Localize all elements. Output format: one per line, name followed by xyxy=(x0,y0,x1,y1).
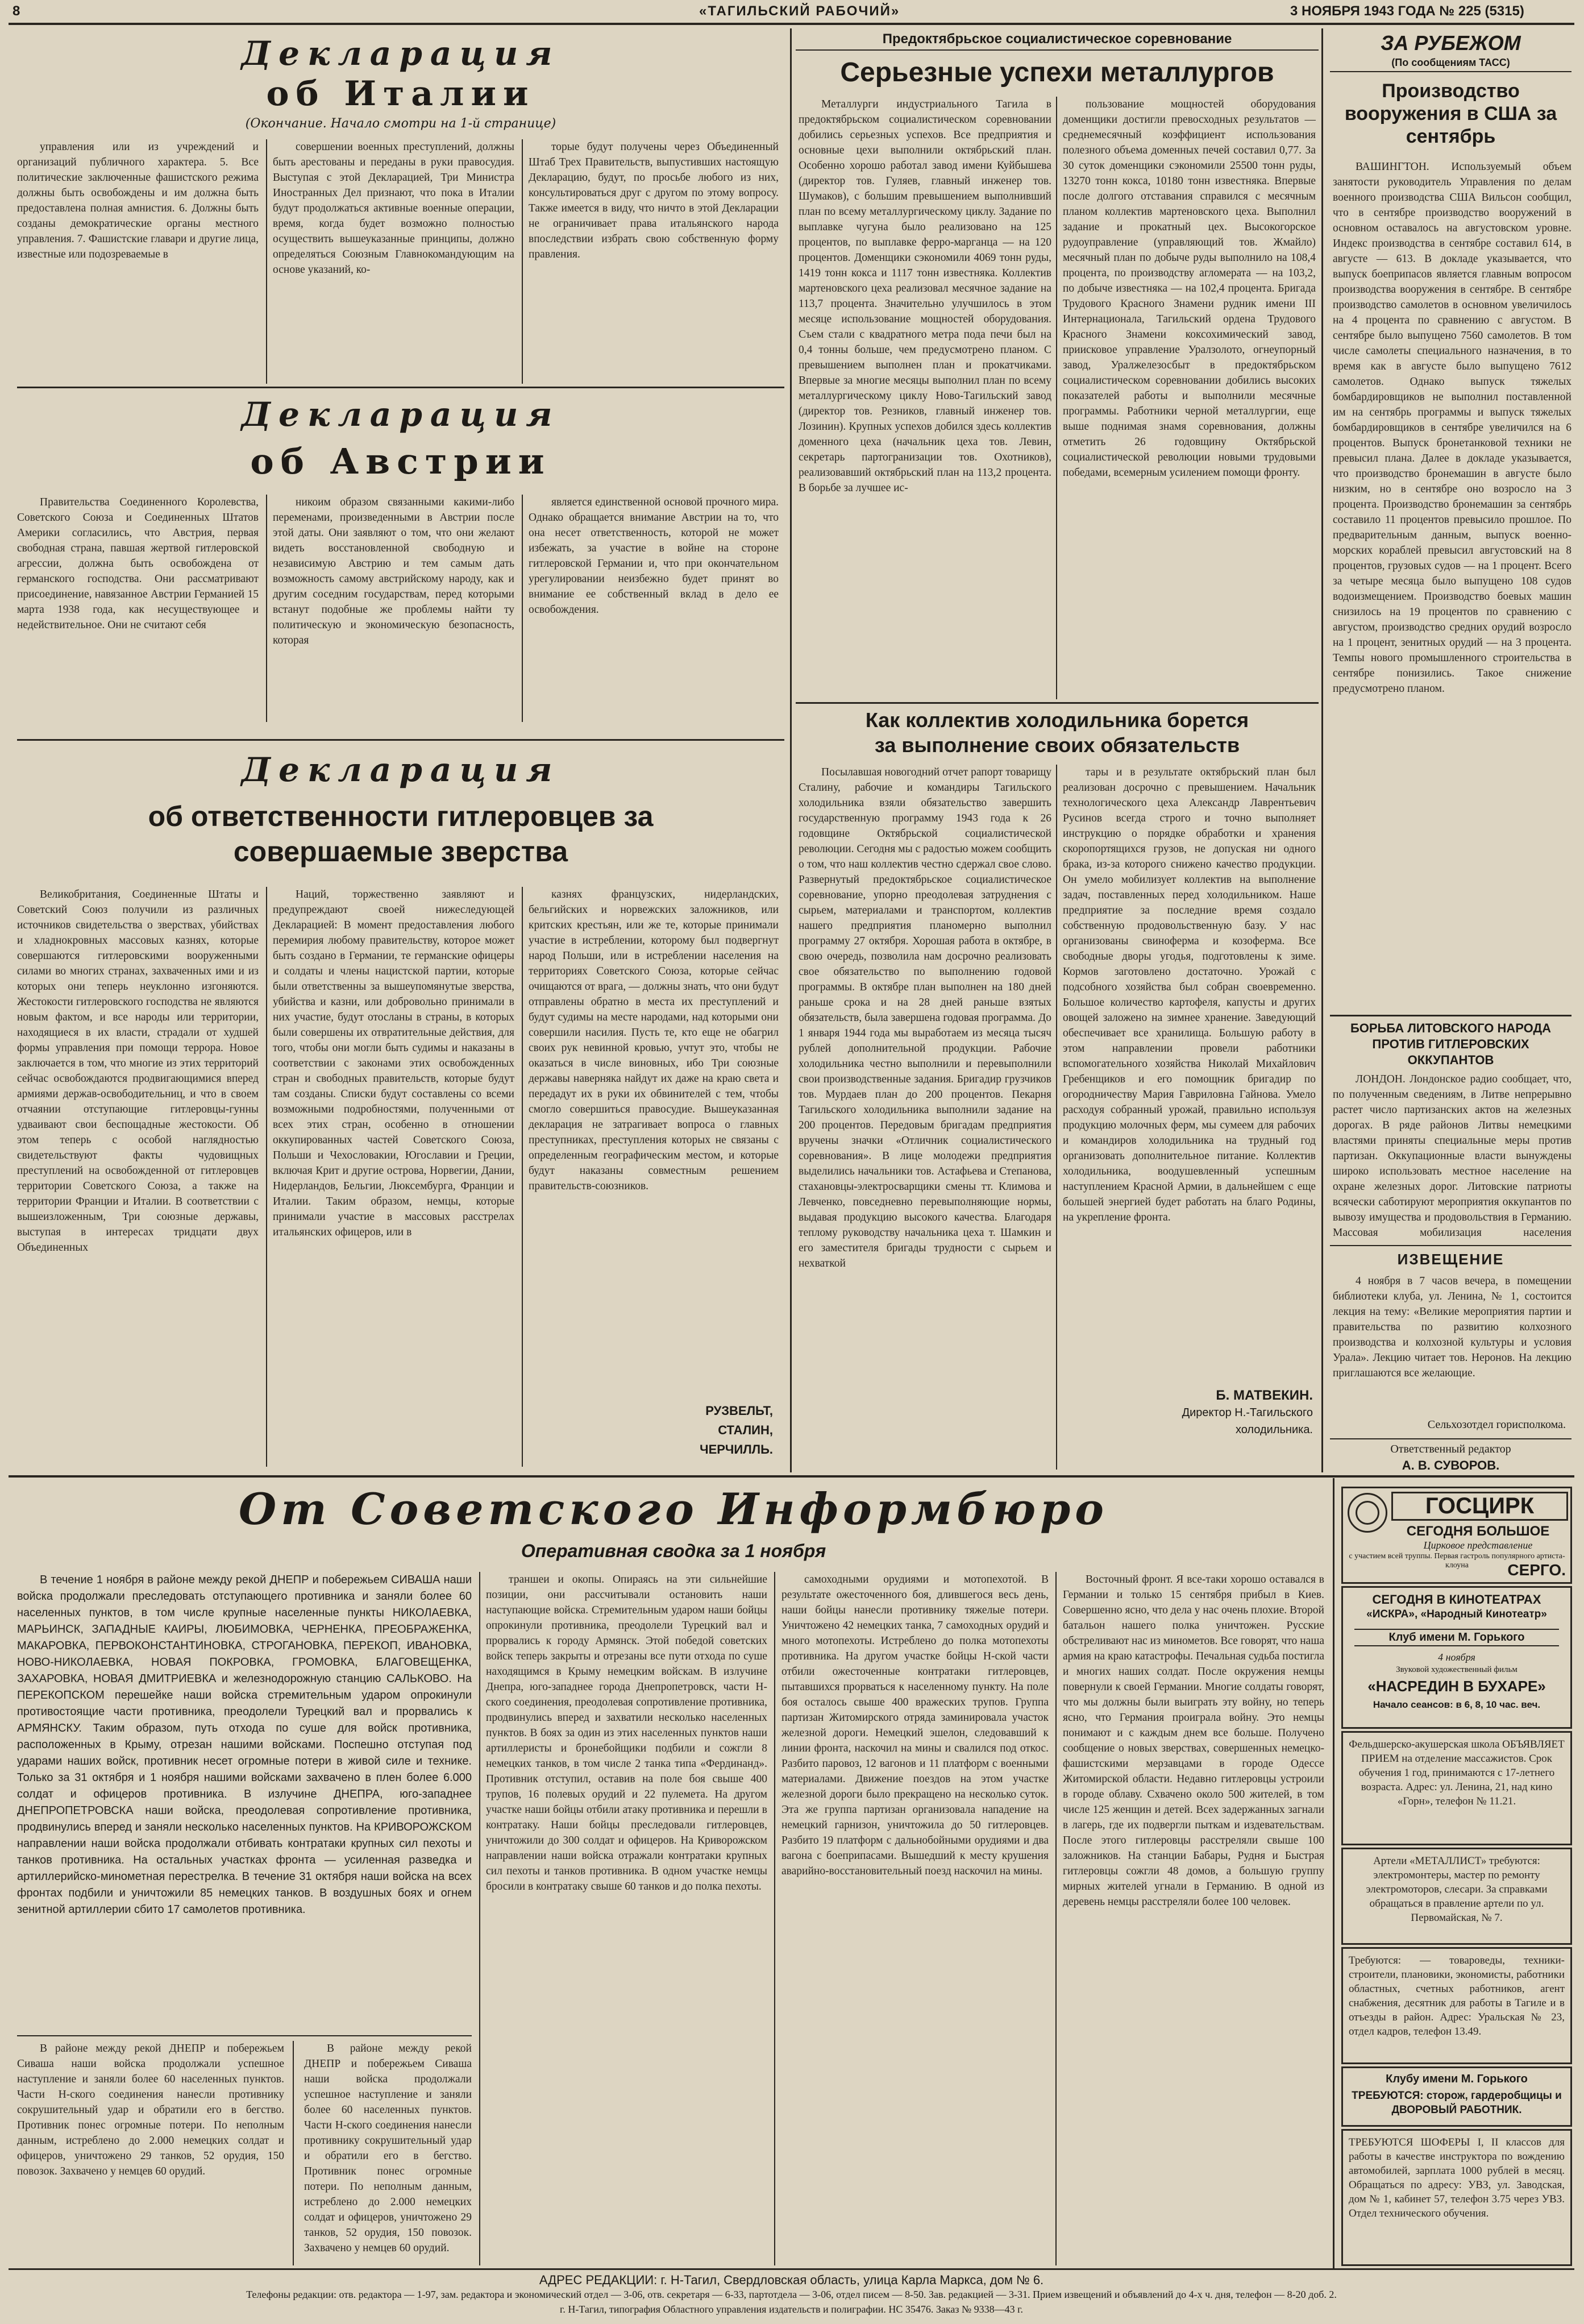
circus-desc: с участием всей труппы. Первая гастроль популярного артиста-клоуна xyxy=(1349,1552,1565,1570)
bottom-section-rule xyxy=(9,1475,1574,1478)
gorky-film-note: Звуковой художественный фильм xyxy=(1396,1665,1518,1674)
masthead-rule xyxy=(9,23,1574,25)
fridge-signature xyxy=(1069,1387,1313,1438)
italy-col-2: совершении военных преступлений, должны быть арестованы и переданы в руки правосудия. Выступая с этой Декларацией, Три Министра Иностранных Дел признают, что пока в Италии будут продолжаться активные военные операции, время, когда будет возможно полностью осуществить вышеуказанные принципы, должно определяться Союзным Главнокомандующим на основе указаний, ко- xyxy=(273,141,514,276)
austria-col-1: Правительства Соединенного Королевства, Советского Союза и Соединенных Штатов Америки согласились, что Австрия, первая свободная страна, павшая жертвой гитлеровской агрессии, должна быть освобождена от германского господства. Они рассматривают присоединение, навязанное Австрии Германией 15 марта 1938 года, как несуществующее и недействительное. Они не считают себя xyxy=(17,496,259,631)
notice-title: ИЗВЕЩЕНИЕ xyxy=(1397,1251,1504,1268)
col-divider xyxy=(1056,765,1057,1470)
austria-title: об Австрии xyxy=(250,441,551,482)
atrocities-col-3: казнях французских, нидерландских, бельгийских и норвежских заложников, или критских крестьян, или же те, которые принимали участие в истреблении, которому был подвергнут народ Польши, или в истреблении населения на территориях Советского Союза, которые сейчас очищаются от врага, — должны знать, что они будут отправлены обратно в места их преступлений и будут судимы на месте народами, над которыми они совершили насилия. Пусть те, кто еще не обагрил своих рук невинной кровью, учтут это, чтобы не оказаться в числе виновных, ибо Три союзные державы наверняка найдут их даже на краю света и передадут их в руки их обвинителей с тем, чтобы смогло совершиться правосудие. Вышеуказанная декларация не затрагивает вопроса о главных преступниках, преступления которых не связаны с определенным географическим местом, и которые будут наказаны совместным решением правительств-союзников. xyxy=(529,889,779,1192)
artel-ad xyxy=(1341,1848,1572,1945)
notice-text: 4 ноября в 7 часов вечера, в помещении библиотеки клуба, ул. Ленина, № 1, состоится лекция на тему: «Великие мероприятия партии и правительства по развитию колхозного производства и колхозной культуры и условия Урала». Лекцию читает тов. Неронов. На лекцию приглашаются все желающие. xyxy=(1333,1275,1571,1379)
circus-name: ГОСЦИРК xyxy=(1391,1492,1568,1521)
italy-note: (Окончание. Начало смотри на 1-й странице) xyxy=(245,117,556,131)
cinema-ad xyxy=(1341,1586,1572,1729)
austria-kicker: Декларация xyxy=(241,395,560,434)
gorky-club2-text: ТРЕБУЮТСЯ: сторож, гардеробщицы и ДВОРОВЫЙ РАБОТНИК. xyxy=(1352,2090,1562,2116)
sovinform-col-3: самоходными орудиями и мотопехотой. В результате ожесточенного боя, длившегося весь день, наши бойцы нанесли противнику тяжелые потери. Уничтожено 42 немецких танка, 7 самоходных орудий и много мотопехоты. Истреблено до полка мотопехоты противника. На другом участке бойцы Н-ской части отбили ожесточенные контратаки гитлеровцев, пытавшихся прорваться к населенному пункту. На поле боя осталось свыше 400 вражеских трупов. Группа партизан Житомирского отряда заминировала участок железной дороги. Немецкий эшелон, следовавший к линии фронта, наскочил на мины и свалился под откос. Разбито паровоз, 12 вагонов и 11 платформ с военными материалами. Движение поездов на этом участке железной дороги было прекращено на несколько суток. Эта же группа партизан организовала нападение на немецкий гарнизон, уничтожила до 50 гитлеровцев. Разбито 19 платформ с дальнобойными орудиями и два вагона с боеприпасами. Вышедший к месту крушения аварийно-восстановительный поезд наскочил на мины. xyxy=(781,1574,1049,1877)
circus-today: СЕГОДНЯ БОЛЬШОЕ xyxy=(1406,1524,1550,1539)
italy-col-3: торые будут получены через Объединенный Штаб Трех Правительств, выпустивших настоящую Декларацию, будут, по просьбе любого из них, консультироваться друг с другом по этому вопросу. Также имеется в виду, что ничто в этой Декларации не ограничивает права итальянского народа впоследствии избрать свою собственную форму правления. xyxy=(529,141,779,260)
signature-stalin: СТАЛИН, xyxy=(718,1423,773,1437)
col-divider xyxy=(266,139,267,384)
fridge-col-2: тары и в результате октябрьский план был реализован досрочно с превышением. Начальник технологического цеха Александр Лаврентьевич Русинов всегда строго и точно выполняет инструкцию о порядке обработки и хранения скоропортящихся грузов, не допуская ни одного брака, из-за которого снижено качество продукции. Он умело мобилизует коллектив на выполнение задач, поставленных перед холодильником. Наше предприятие за последние время создало собственную продовольственную базу. У нас организованы свиноферма и козоферма. Все свободные дворы угодья, подготовлены к зиме. Кормов заготовлено достаточно. Урожай с подсобного хозяйства был собран своевременно. Большое количество картофеля, капусты и других овощей заложено на зимнее хранение. Заведующий обеспечивает все хранилища. Большую работу в этом направлении провели работники вспомогательного хозяйства Николай Михайлович Гребенщиков и его помощник бригадир по огородничеству Мария Гавриловна Гайнова. Умело расходуя собранный урожай, правильно используя продукцию молочных ферм, мы сумеем для рабочих и командиров холодильника на трудный год организовать дополнительное питание. Коллектив холодильника, воодушевленный успешным наступлением Красной Армии, в дальнейшем с еще большей энергией будет работать на благо Родины, на укрепление фронта. xyxy=(1063,766,1316,1223)
gorky-film: «НАСРЕДИН В БУХАРЕ» xyxy=(1367,1678,1546,1695)
fridge-title-line-2: за выполнение своих обязательств xyxy=(874,733,1240,757)
col-divider xyxy=(774,1572,775,2265)
artel-text: Артели «МЕТАЛЛИСТ» требуются: электромонтеры, мастер по ремонту электромоторов, слесари. За справками обращаться в правление артели по ул. Первомайская, № 7. xyxy=(1366,1855,1548,1924)
school-ad xyxy=(1341,1731,1572,1845)
fridge-sig-name: Б. МАТВЕКИН. xyxy=(1216,1388,1313,1403)
issue-date: 3 НОЯБРЯ 1943 ГОДА № 225 (5315) xyxy=(1290,3,1524,19)
col-divider xyxy=(479,1572,480,2265)
circus-ad xyxy=(1341,1487,1572,1584)
abroad-title: Производство вооружения в США за сентябрь xyxy=(1344,80,1557,147)
atrocities-col-2: Наций, торжественно заявляют и предупреждают своей нижеследующей Декларацией: В момент предоставления любого перемирия любому правительству, которое может быть создано в Германии, те германские офицеры и солдаты и члены нацистской партии, которые были ответственны за вышеупомянутые зверства, убийства и казни, или добровольно принимали в них участие, будут отосланы в страны, в которых были совершены их отвратительные действия, для того, чтобы они могли быть судимы и наказаны в соответствии с законами этих освобожденных стран и свободных правительств, которые будут там созданы. Списки будут составлены со всеми возможными подробностями, полученными от всех этих стран, особенно в отношении оккупированных частей Советского Союза, Польши и Чехословакии, Югославии и Греции, включая Крит и другие острова, Норвегии, Дании, Нидерландов, Бельгии, Люксембурга, Франции и Италии. Таким образом, немцы, которые принимали участие в массовых расстрелах итальянских офицеров, или в xyxy=(273,889,514,1238)
metallurgists-col-1: Металлурги индустриального Тагила в предоктябрьском социалистическом соревновании добились серьезных успехов. Все предприятия и основные цехи выполнили октябрьский план. Особенно хорошо работал завод имени Куйбышева (директор тов. Гуляев, главный инженер тов. Шумаков), с большим превышением выполнивший план по всему металлургическому циклу. Задание по выплавке чугуна было реализовано на 125 процентов, по выплавке ферро-марганца — на 120 процентов. Доменщики сэкономили 4069 тонн руды, 1419 тонн кокса и 1117 тонн известняка. Коллектив мартеновского цеха реализовал месячное задание на 113,7 процента. Значительно улучшилось в этом месяце использование мощностей оборудования. Съем стали с квадратного метра пода печи был на 0,4 тонны больше, чем предусмотрено планом. С превышением выполнен план и прокатчиками. Впервые за многие месяцы выполнил план по всему металлургическому циклу Ново-Тагильский завод (директор тов. Резников, главный инженер тов. Лозинин). Крупных успехов добился здесь коллектив доменного цеха (начальник цеха тов. Левин, секретарь партогранизации тов. Охотников), реализовавший октябрьский план на 113,2 процента. В борьбе за лучшее ис- xyxy=(799,98,1051,494)
signature-roosevelt: РУЗВЕЛЬТ, xyxy=(705,1404,773,1418)
cinema-names: «ИСКРА», «Народный Кинотеатр» xyxy=(1366,1608,1547,1620)
section-rule xyxy=(1330,1015,1571,1016)
fridge-title xyxy=(796,708,1319,758)
gorky-club: Клуб имени М. Горького xyxy=(1354,1629,1559,1646)
signatures xyxy=(625,1401,773,1459)
footer-address: АДРЕС РЕДАКЦИИ: г. Н-Тагил, Свердловская область, улица Карла Маркса, дом № 6. xyxy=(539,2273,1044,2287)
page-number: 8 xyxy=(13,3,20,19)
sovinform-col-2: траншеи и окопы. Опираясь на эти сильнейшие позиции, они рассчитывали остановить наши наступающие войска. Стремительным ударом наши бойцы опрокинули противника, преодолели Турецкий вал и прорвались к городу Армянск. Этой победой советских войск теперь закрыты и отрезаны все пути отхода по суше находящимся в Крыму немецким войскам. В излучине Днепра, юго-западнее города Днепропетровск, части Н-ского соединения, преодолевая сопротивление противника, продвинулись вперед и захватили несколько населенных пунктов. В боях за один из этих населенных пунктов наши артиллеристы и бронебойщики подбили и сожгли 8 немецких танков, в том числе 2 танка типа «Фердинанд». Противник отступил, оставив на поле боя свыше 400 трупов, 16 полевых орудий и 22 пулемета. На другом участке наши бойцы отбили атаку противника и перешли в контратаку. Наши бойцы преследовали гитлеровцев, уничтожили до 300 солдат и офицеров. На Криворожском направлении наши войска отражали контратаки крупных сил пехоты и танков противника. В одном участке немцы бросили в контратаку свыше 60 танков и до полка пехоты. xyxy=(486,1574,767,1893)
fridge-col-1: Посылавшая новогодний отчет рапорт товарищу Сталину, рабочие и командиры Тагильского холодильника взяли обязательство завершить государственную программу 1943 года к 26 годовщине Октябрьской социалистической революции. Сегодня мы с радостью можем сообщить о том, что наш коллектив честно сдержал свое слово. Развернутый предоктябрьское социалистическое соревнование, упорно преодолевая затруднения с сырьем, материалами и транспортом, коллектив нашего предприятия планомерно выполнил программу 27 октября. Хорошая работа в октябре, в свою очередь, позволила нам досрочно реализовать свое обязательство по выполнению годовой программы. В октябре план выполнен на 180 дней раньше срока и на 28 дней раньше взятых обязательств, была завершена годовая программа. До 1 января 1944 года мы выработаем из месяца тысяч рублей дополнительной продукции. Рабочие холодильника честно выполнили и перевыполнили свои производственные задания. Бригадир грузчиков тов. Мурдаев план до 200 процентов. Пекарня Тагильского холодильника выполнили задание на 200 процентов. Передовым бригадам предприятия вручены значки «Отличник социалистического соревнования». В лице молодежи предприятия выделились начальники тов. Астафьева и Степанова, стахановцы-электросварщики смены тт. Климова и Левченко, повседневно перевыполняющие нормы, выдавая продукцию высокого качества. Благодаря теплому руководству начальника цеха т. Шамкин и его заместителя бригады трудности с сырьем и нехваткой xyxy=(799,766,1051,1269)
circus-artist: СЕРГО. xyxy=(1507,1561,1566,1579)
italy-title: об Италии xyxy=(266,74,535,114)
footer-rule xyxy=(9,2268,1574,2270)
sovinform-col-4: Восточный фронт. Я все-таки хорошо оставался в Германии и только 15 сентября прибыл в Киев. Совершенно ясно, что дела у нас очень плохие. Второй батальон нашего полка уничтожен. Русские обстреливают нас из минометов. Все говорят, что наша армия на краю катастрофы. Печальная судьба постигла и многих наших солдат. После окружения немцы повернули к своей Германии. Многие солдаты говорят, что мы должны были выиграть эту войну, но теперь ясно, что Германия проиграла войну. Это немцы понимают и с каждым днем все больше. Получено сообщение о новых зверствах, совершенных немецко-фашистскими мерзавцами в городе Одессе Житомирской области. Недавно гитлеровцы устроили в городе облаву. Схвачено около 500 жителей, в том числе 125 женщин и детей. Всех задержанных загнали в лагерь, где их подвергли пыткам и издевательствам. После этого гитлеровцы расстреляли свыше 100 заложников. На станции Бабары, Рудня и Быстрая гитлеровцы сожгли 48 домов, а большую группу мирных жителей угнали в Германию. В одной из деревень немцы расстреляли более 100 человек. xyxy=(1063,1574,1324,1908)
sovinform-title: От Советского Информбюро xyxy=(239,1484,1108,1534)
sovinform-rule xyxy=(17,2035,472,2036)
footer-phones: Телефоны редакции: отв. редактора — 1-97, зам. редактора и экономический отдел — 3-06, отв. секретаря — 6-33, партотдела — 3-06, отдел писем — 8-50. Зав. редакцией — 3-31. Прием извещений и объявлений до 4-х ч. дня, телефон — 8-20 доб. 2. xyxy=(246,2289,1337,2300)
gorky-times: Начало сеансов: в 6, 8, 10 час. веч. xyxy=(1373,1699,1541,1710)
sovinform-col-1: В течение 1 ноября в районе между рекой ДНЕПР и побережьем СИВАША наши войска продолжали преследовать отступающего противника и заняли более 60 населенных пунктов, в том числе крупные населенные пункты НИКОЛАЕВКА, МАРЬИНСК, ЗАПАДНЫЕ КАИРЫ, ЛЮБИМОВКА, ЧЕРНЕНКА, ПРЕОБРАЖЕНКА, МАКАРОВКА, ПЕРВОКОНСТАНТИНОВКА, СТРОГАНОВКА, ПЕРЕКОП, ИВАНОВКА, НОВО-НИКОЛАЕВКА, НОВАЯ ПОКРОВКА, ГРОМОВКА, БЛАГОВЕЩЕНКА, ЗАХАРОВКА, НОВАЯ ДМИТРИЕВКА и железнодорожную станцию САЛЬКОВО. На ПЕРЕКОПСКОМ перешейке наши войска стремительным ударом опрокинули противостоящие части противника, преодолели Турецкий вал и прорвались к АРМЯНСКУ. Таким образом, путь отхода по суше для войск противника, расположенных в Крыму, отрезан нашими войсками. Поспешно отступая под ударами наших войск, противник несет огромные потери в живой силе и технике. Только за 31 октября и 1 ноября нашими войсками захвачено в плен более 6.000 солдат и офицеров противника. В излучине ДНЕПРА, юго-западнее ДНЕПРОПЕТРОВСКА наши войска, преодолевая сопротивление противника, продвинулись вперед и заняли несколько населенных пунктов. На КРИВОРОЖСКОМ направлении наши войска продолжали отбивать контратаки крупных сил пехоты и танков противника. На остальных участках фронта — усиленная разведка и артиллерийско-минометная перестрелка. В течение 31 октября наши войска на всех фронтах подбили и уничтожили 85 немецких танков. В воздушных боях и огнем зенитной артиллерии сбито 17 самолетов противника. xyxy=(17,1574,472,1916)
lithuania-title: БОРЬБА ЛИТОВСКОГО НАРОДА ПРОТИВ ГИТЛЕРОВСКИХ ОККУПАНТОВ xyxy=(1350,1021,1552,1067)
col-divider xyxy=(1055,1572,1057,2265)
wanted-ad xyxy=(1341,1947,1572,2064)
atrocities-kicker: Декларация xyxy=(241,750,560,789)
italy-col-1: управления или из учреждений и организаций публичного характера. 5. Все политические заключенные фашистского режима должны быть освобождены и им должна быть предоставлена полная амнистия. 6. Должны быть созданы демократические органы местного управления. 7. Фашистские главари и другие лица, известные или подозреваемые в xyxy=(17,141,259,260)
col-divider xyxy=(522,887,523,1467)
school-text: Фельдшерско-акушерская школа ОБЪЯВЛЯЕТ ПРИЕМ на отделение массажистов. Срок обучения 1 год, принимаются с 17-летнего возраста. Адрес: ул. Ленина, 21, над кино «Горн», телефон № 11.21. xyxy=(1349,1738,1565,1807)
fridge-sig-title-1: Директор Н.-Тагильского xyxy=(1182,1406,1313,1419)
cinema-title: СЕГОДНЯ В КИНОТЕАТРАХ xyxy=(1372,1592,1541,1607)
signature-churchill: ЧЕРЧИЛЛЬ. xyxy=(700,1442,773,1456)
italy-kicker: Декларация xyxy=(241,34,560,73)
lithuania-text: ЛОНДОН. Лондонское радио сообщает, что, по полученным сведениям, в Литве непрерывно растет число партизанских актов на железных дорогах. В ряде районов Литвы немецкими властями приняты специальные меры против партизан. Оккупационные власти вынуждены широко использовать местное население на охране железных дорог. Литовские патриоты всячески саботируют мероприятия оккупантов по вывозу имущества и продовольствия в Германию. Массовая мобилизация населения xyxy=(1333,1073,1571,1239)
col-divider xyxy=(522,139,523,384)
sovinform-col-1c: В районе между рекой ДНЕПР и побережьем Сиваша наши войска продолжали успешное наступление и заняли более 60 населенных пунктов. Части Н-ского соединения нанесли противнику сокрушительный удар и обратили его в бегство. Противник понес огромные потери. По неполным данным, истреблено до 2.000 немецких солдат и офицеров, уничтожено 29 танков, 52 орудия, 150 повозок. Захвачено у немцев 60 орудий. xyxy=(304,2043,472,2254)
column-divider-ads xyxy=(1333,1478,1334,2268)
section-rule xyxy=(17,739,784,741)
newspaper-name: «ТАГИЛЬСКИЙ РАБОЧИЙ» xyxy=(699,3,900,19)
fridge-title-line-1: Как коллектив холодильника борется xyxy=(865,708,1249,732)
col-divider xyxy=(266,887,267,1467)
section-rule xyxy=(1330,1245,1571,1246)
column-divider-right xyxy=(1321,28,1323,1472)
drivers-text: ТРЕБУЮТСЯ ШОФЕРЫ I, II классов для работы в качестве инструктора по вождению автомобилей, зарплата 1000 рублей в месяц. Обращаться по адресу: УВЗ, ул. Заводская, дом № 1, кабинет 57, телефон 3.75 через УВЗ. Отдел технического обучения. xyxy=(1349,2136,1565,2219)
editor-label: Ответственный редактор xyxy=(1390,1443,1511,1455)
metallurgists-kicker: Предоктябрьское социалистическое соревнование xyxy=(796,31,1319,51)
column-divider-main xyxy=(790,28,792,1472)
abroad-header: ЗА РУБЕЖОМ xyxy=(1381,31,1521,55)
circus-show: Цирковое представление xyxy=(1423,1539,1533,1551)
austria-col-3: является единственной основой прочного мира. Однако обращается внимание Австрии на то, что она несет ответственность, которой не может избежать, за участие в войне на стороне гитлеровской Германии и, что при окончательном урегулировании неизбежно будет принят во внимание ее собственный вклад в дело ее освобождения. xyxy=(529,496,779,616)
section-rule xyxy=(17,387,784,388)
metallurgists-title: Серьезные успехи металлургов xyxy=(840,57,1274,88)
wanted-text: Требуются: — товароведы, техники-строители, плановики, экономисты, работники областных, счетных работников, агент снабжения, десятник для работы в Тагиле и в отъезды в район. Адрес: Уральская № 23, отдел кадров, телефон 13.49. xyxy=(1349,1954,1565,2037)
drivers-ad xyxy=(1341,2129,1572,2266)
circus-logo-ring-icon xyxy=(1356,1501,1379,1525)
metallurgists-col-2: пользование мощностей оборудования доменщики достигли превосходных результатов — среднемесячный коэффициент использования полезного объема доменных печей составил 0,77. За 30 суток доменщики сэкономили 25500 тонн руды, 13270 тонн кокса, 10180 тонн известняка. Впервые после долгого отставания справился с месячным планом коллектив мартеновского цеха. Выполнил задание и прокатный цех. Высокогорское рудоуправление (управляющий тов. Жмайло) месячный план по добыче руды выполнило на 108,4 процента, по производству агломерата — на 103,2, по добыче известняка — на 102,4 процента. Бригада Трудового Красного Знамени рудник имени III Интернационала, Тагильский ордена Трудового Красного Знамени коксохимический завод, приисковое управление Уралзолото, огнеупорный завод, Уралжелезосбыт в предоктябрьском социалистическом соревновании добились высоких показателей работы и выполнили месячные программы. Работники черной металлургии, еще выше поднимая знамя соревнования, должны отметить 26 годовщину Октябрьской социалистической революции новыми трудовыми победами, всемерным усилением помощи фронту. xyxy=(1063,98,1316,479)
sovinform-subtitle: Оперативная сводка за 1 ноября xyxy=(521,1541,826,1561)
austria-col-2: никоим образом связанными какими-либо переменами, произведенными в Австрии после этой даты. Они заявляют о том, что они желают видеть восстановленной свободную и независимую Австрию и тем самым дать возможность самому австрийскому народу, как и другим соседним государствам, перед которыми встанут подобные же проблемы найти ту политическую и экономическую безопасность, которая xyxy=(273,496,514,646)
col-divider xyxy=(266,495,267,722)
gorky-club2-ad xyxy=(1341,2066,1572,2127)
col-divider xyxy=(1056,97,1057,699)
col-divider xyxy=(522,495,523,722)
gorky-club2-title: Клубу имени М. Горького xyxy=(1386,2073,1528,2085)
atrocities-col-1: Великобритания, Соединенные Штаты и Советский Союз получили из различных источников свидетельства о зверствах, убийствах и хладнокровных массовых казнях, которые совершаются гитлеровскими вооруженными силами во многих странах, захваченных ими и из которых они теперь неуклонно изгоняются. Жестокости гитлеровского господства не являются новым фактом, и все народы или территории, находящиеся в их власти, страдали от худшей формы управления при помощи террора. Новое заключается в том, что многие из этих территорий сейчас освобождаются продвигающимися вперед армиями держав-освободительниц, и что в своем отчаянии отступающие гитлеровцы-гунны удваивают свои беспощадные жестокости. Об этом теперь с особой наглядностью свидетельствуют факты чудовищных преступлений на освобожденной от гитлеровцев территории Советского Союза, а также на территории Франции и Италии. В соответствии с вышеизложенным, Три союзные державы, выступая в интересах тридцати двух Объединенных xyxy=(17,889,259,1254)
notice-signed: Сельхозотдел горисполкома. xyxy=(1427,1418,1566,1431)
editor-name: А. В. СУВОРОВ. xyxy=(1402,1458,1500,1472)
section-rule xyxy=(796,702,1319,704)
gorky-date: 4 ноября xyxy=(1438,1651,1475,1663)
section-rule xyxy=(1330,1438,1571,1439)
atrocities-title: об ответственности гитлеровцев за совершаемые зверства xyxy=(148,800,654,868)
sovinform-col-1b: В районе между рекой ДНЕПР и побережьем Сиваша наши войска продолжали успешное наступление и заняли более 60 населенных пунктов. Части Н-ского соединения нанесли противнику сокрушительный удар и обратили его в бегство. Противник понес огромные потери. По неполным данным, истреблено до 2.000 немецких солдат и офицеров, уничтожено 29 танков, 52 орудия, 150 повозок. Захвачено у немцев 60 орудий. xyxy=(17,2043,284,2177)
col-divider xyxy=(293,2041,294,2265)
footer-printing: г. Н-Тагил, типография Областного управления издательств и полиграфии. НС 35476. Заказ № 9338—43 г. xyxy=(559,2304,1024,2315)
abroad-source: (По сообщениям ТАСС) xyxy=(1330,57,1571,72)
fridge-sig-title-2: холодильника. xyxy=(1235,1424,1313,1436)
abroad-text: ВАШИНГТОН. Используемый объем занятости руководитель Управления по делам военного производства США Вильсон сообщил, что в сентябре производство вооружений в основном оставалось на августовском уровне. Индекс производства в сентябре составил 614, в августе — 613. В докладе указывается, что выпуск боеприпасов является главным вопросом производства вооружения в сентябре. В сентябре производство самолетов в основном увеличилось на 4 процента по сравнению с августом. В сентябре было выпущено 7560 самолетов. В том числе самолеты специального назначения, в то время как в августе было выпущено 7612 самолетов. Однако выпуск тяжелых бомбардировщиков не выполнил поставленной им на сентябрь программы и выпуск тяжелых бомбардировщиков в сентябре увеличился на 6 процентов. Выпуск бронетанковой техники не превысил плана. Далее в докладе указывается, что производство бронемашин в августе было низким, но в сентябре оно возросло на 3 процента. Производство бронемашин за сентябрь составило 11 процентов превысило прошлое. По предварительным данным, выпуск военно-морских кораблей превысил августовский на 8 процентов, грузовых судов — на 1 процент. Всего за четыре месяца было выпущено 108 судов водоизмещением. Производство боевых машин снизилось на 19 процентов по сравнению с августом, производство средних орудий возросло на 1 процент, зенитных орудий — на 3 процента. Темпы нового промышленного строительства в сентябре понизились. Такое снижение предусмотрено планом. xyxy=(1333,161,1571,695)
